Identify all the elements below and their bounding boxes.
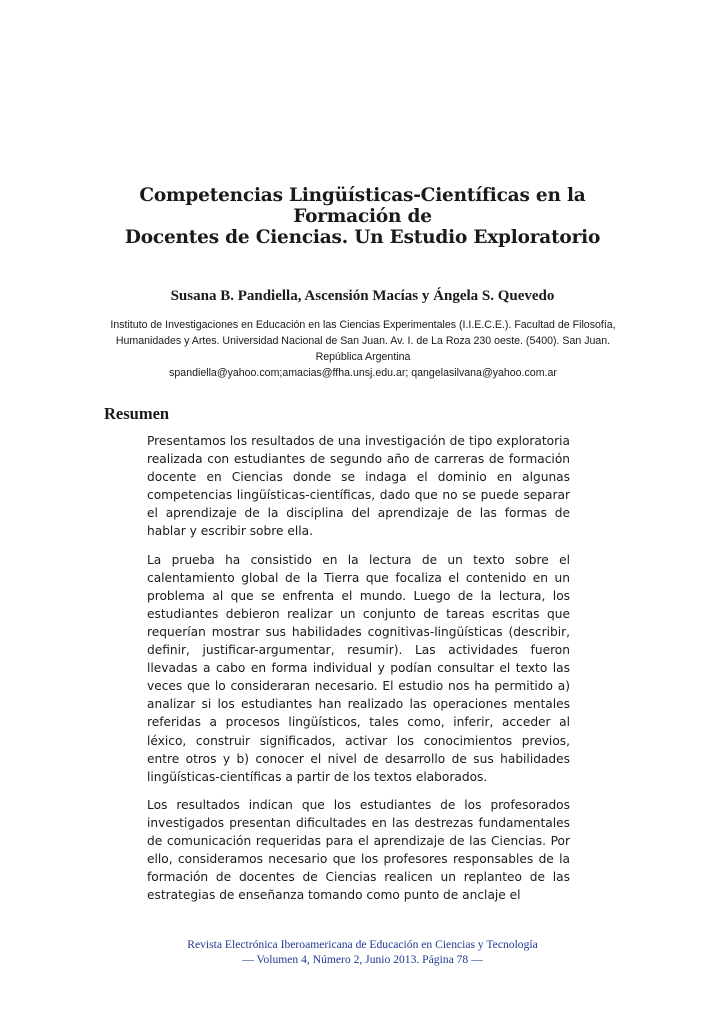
issue-and-page: — Volumen 4, Número 2, Junio 2013. Página 78 —: [242, 953, 483, 966]
paper-title-line-1: Competencias Lingüísticas-Científicas en la Formación de: [139, 185, 586, 227]
affiliation-line-2: Humanidades y Artes. Universidad Nacional de San Juan. Av. I. de La Roza 230 oeste. (5400). San Juan.: [115, 335, 611, 347]
abstract-paragraph: Presentamos los resultados de una investigación de tipo exploratoria realizada con estudiantes de segundo año de carreras de formación docente en Ciencias donde se indaga el dominio en algunas competencias lingüísticas-científicas, dado que no se puede separar el aprendizaje de la disciplina del aprendizaje de las formas de hablar y escribir sobre ella.: [147, 434, 570, 539]
author-emails: spandiella@yahoo.com;amacias@ffha.unsj.edu.ar; qangelasilvana@yahoo.com.ar: [169, 367, 557, 379]
paper-title-line-2: Docentes de Ciencias. Un Estudio Exploratorio: [124, 227, 601, 248]
abstract-paragraph: La prueba ha consistido en la lectura de un texto sobre el calentamiento global de la Tierra que focaliza el contenido en un problema al que se enfrenta el mundo. Luego de la lectura, los estudiantes debieron realizar un conjunto de tareas escritas que requerían mostrar sus habilidades cognitivas-lingüísticas (describir, definir, justificar-argumentar, resumir). Las actividades fueron llevadas a cabo en forma individual y podían consultar el texto las veces que lo consideraran necesario. El estudio nos ha permitido a) analizar si los estudiantes han realizado las operaciones mentales referidas a procesos lingüísticos, tales como, inferir, acceder al léxico, construir significados, activar los conocimientos previos, entre otros y b) conocer el nivel de desarrollo de sus habilidades lingüísticas-científicas a partir de los textos elaborados.: [147, 552, 570, 784]
abstract-paragraph: Los resultados indican que los estudiantes de los profesorados investigados presentan dificultades en las destrezas fundamentales de comunicación requeridas para el aprendizaje de las Ciencias. Por ello, consideramos necesario que los profesores responsables de la formación de docentes de Ciencias realicen un replanteo de las estrategias de enseñanza tomando como punto de anclaje el: [147, 797, 570, 903]
affiliation-line-3: República Argentina: [315, 351, 411, 363]
abstract-heading: Resumen: [104, 404, 170, 423]
affiliation-line-1: Instituto de Investigaciones en Educación en las Ciencias Experimentales (I.I.E.C.E.). Facultad de Filosofía,: [110, 319, 616, 331]
author-list: Susana B. Pandiella, Ascensión Macías y Ángela S. Quevedo: [170, 288, 555, 304]
journal-name: Revista Electrónica Iberoamericana de Educación en Ciencias y Tecnología: [187, 938, 538, 951]
abstract-body: [147, 432, 570, 914]
